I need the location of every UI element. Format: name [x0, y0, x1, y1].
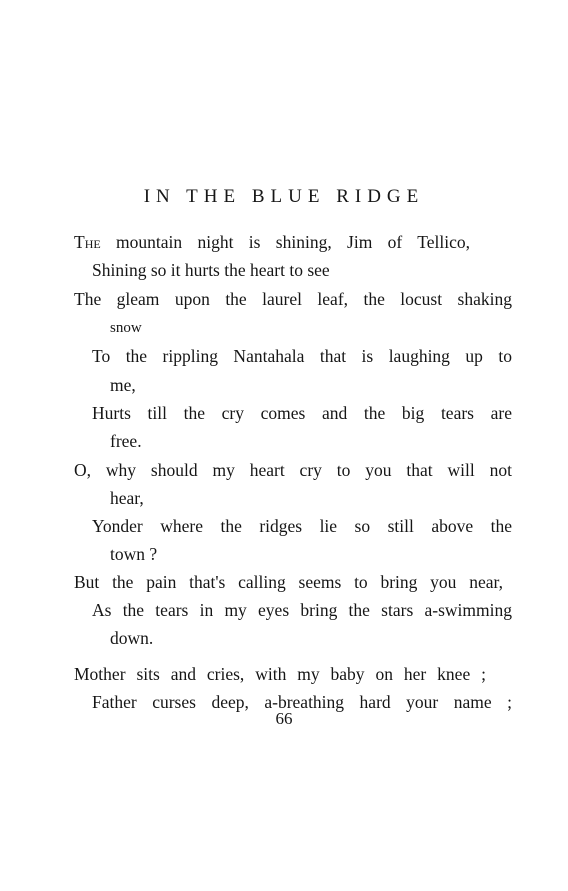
poem-line: down.: [110, 628, 154, 648]
poem-line: hear,: [110, 488, 144, 508]
poem-line: To the rippling Nantahala that is laughing up to: [92, 346, 512, 366]
page-number: 66: [275, 709, 293, 728]
poem-line: town ?: [110, 544, 158, 564]
poem-line: me,: [110, 375, 136, 395]
poem-line: But the pain that's calling seems to bring you near,: [74, 572, 503, 592]
poem-line: Father curses deep, a-breathing hard your name ;: [92, 692, 512, 712]
poem-line: The gleam upon the laurel leaf, the locust shaking: [74, 289, 512, 309]
poem-line: As the tears in my eyes bring the stars a-swimming: [92, 600, 512, 620]
poem-title: IN THE BLUE RIDGE: [143, 186, 425, 207]
poem-line: snow: [110, 320, 142, 336]
poem-line: Shining so it hurts the heart to see: [92, 260, 330, 280]
poem-line: [74, 232, 470, 252]
poem-line: Hurts till the cry comes and the big tears are: [92, 403, 512, 423]
poem-line: free.: [110, 431, 142, 451]
poem-line: O, why should my heart cry to you that will not: [74, 460, 512, 480]
poem-line: Mother sits and cries, with my baby on her knee ;: [74, 664, 486, 684]
poem-line: Yonder where the ridges lie so still above the: [92, 516, 512, 536]
poem-first-word: The: [74, 232, 101, 252]
poem-line-text: mountain night is shining, Jim of Tellico,: [100, 232, 470, 252]
